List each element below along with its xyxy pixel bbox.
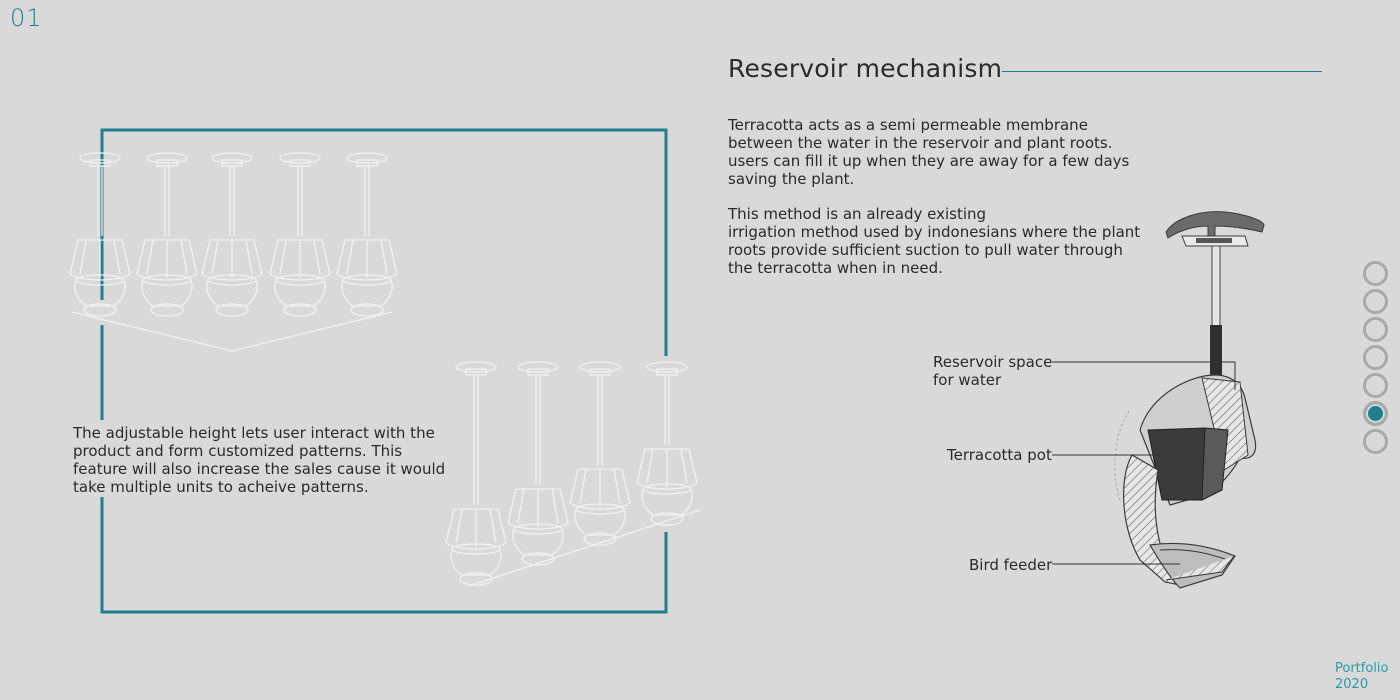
lamp-bottom-2 <box>508 362 568 565</box>
nav-dot-7[interactable] <box>1363 429 1388 454</box>
teal-frame <box>102 130 666 612</box>
lamp-top-2 <box>137 153 197 316</box>
description-paragraph-1: Terracotta acts as a semi permeable membrane between the water in the reservoir and plant roots. users can fill it up when they are away for a few days saving the plant. <box>728 116 1130 188</box>
nav-dot-5[interactable] <box>1363 373 1388 398</box>
page-number: 01 <box>10 4 43 32</box>
description-paragraph-2: This method is an already existing irrigation method used by indonesians where the plant roots provide sufficient suction to pull water through the terracotta when in need. <box>728 205 1141 277</box>
lamp-top-4 <box>270 153 330 316</box>
nav-dot-6[interactable] <box>1363 401 1388 426</box>
lamp-top-3 <box>202 153 262 316</box>
callout-reservoir-space: Reservoir space for water <box>933 353 1053 389</box>
lamp-bottom-3 <box>570 362 630 545</box>
nav-dot-3[interactable] <box>1363 317 1388 342</box>
lamp-top-5 <box>337 153 397 316</box>
product-section-view <box>1115 212 1264 588</box>
callout-bird-feeder: Bird feeder <box>969 556 1053 574</box>
section-title: Reservoir mechanism <box>728 54 1003 83</box>
lamp-bottom-1 <box>446 362 506 585</box>
slide-navigation <box>1363 261 1389 457</box>
footer-line-1: Portfolio <box>1335 661 1389 676</box>
callout-terracotta-pot: Terracotta pot <box>947 446 1052 464</box>
nav-dot-2[interactable] <box>1363 289 1388 314</box>
lamp-top-1 <box>70 153 130 316</box>
lamp-bottom-4 <box>637 362 697 525</box>
footer-line-2: 2020 <box>1335 677 1369 692</box>
nav-dot-1[interactable] <box>1363 261 1388 286</box>
footer-label <box>1335 661 1388 693</box>
nav-dot-4[interactable] <box>1363 345 1388 370</box>
adjustable-height-description: The adjustable height lets user interact with the product and form customized patterns. This feature will also increase the sales cause it would take multiple units to acheive patterns. <box>73 424 446 496</box>
lamp-row-bottom <box>446 362 697 585</box>
lamp-row-top <box>70 153 397 316</box>
